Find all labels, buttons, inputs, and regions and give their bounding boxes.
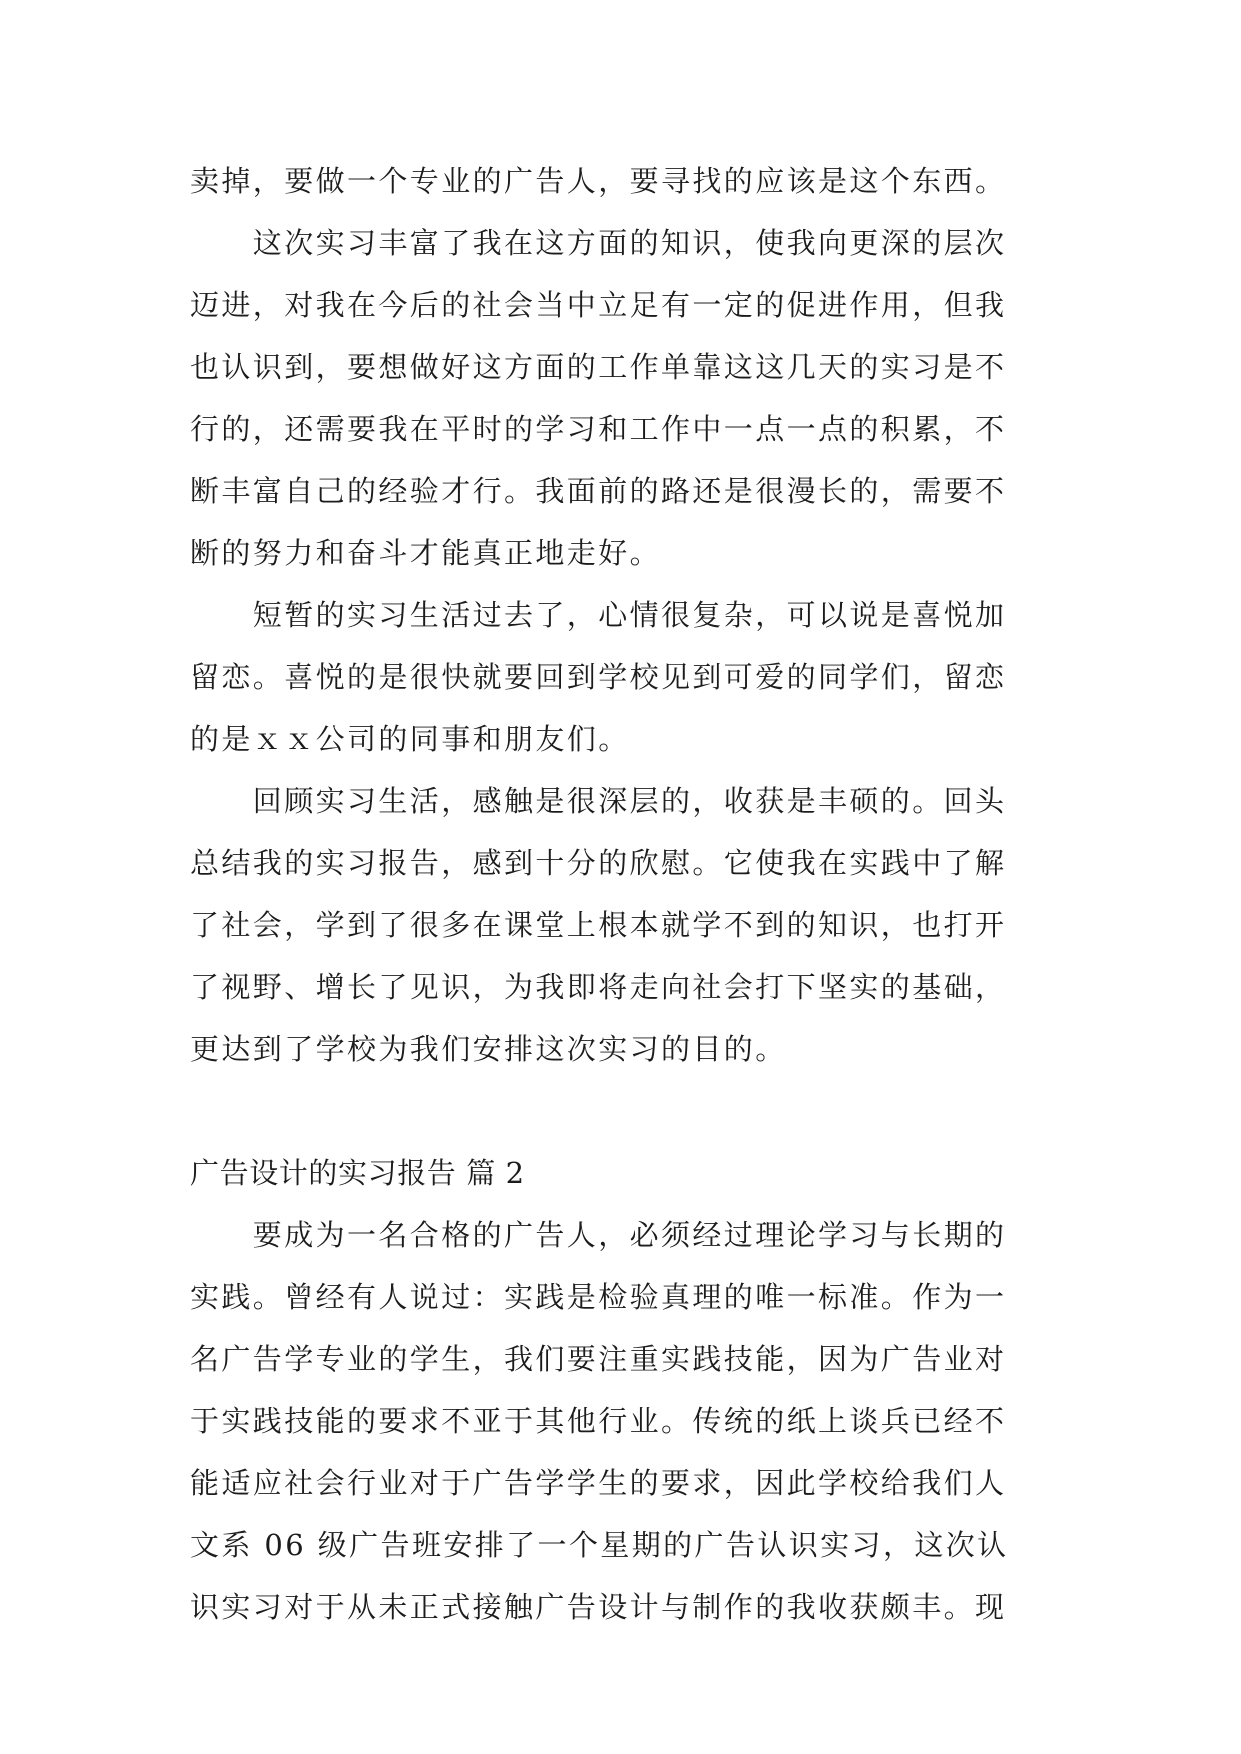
text-line: 名广告学专业的学生，我们要注重实践技能，因为广告业对 bbox=[190, 1342, 1007, 1376]
text-line: 断丰富自己的经验才行。我面前的路还是很漫长的，需要不 bbox=[190, 474, 1007, 508]
text-line: 断的努力和奋斗才能真正地走好。 bbox=[190, 536, 662, 570]
text-line: 识实习对于从未正式接触广告设计与制作的我收获颇丰。现 bbox=[190, 1590, 1007, 1624]
section-spacer bbox=[190, 1080, 1062, 1142]
text-line: 这次实习丰富了我在这方面的知识，使我向更深的层次 bbox=[190, 226, 1007, 260]
text-line: 文系 06 级广告班安排了一个星期的广告认识实习，这次认 bbox=[190, 1528, 1009, 1562]
text-line: 留恋。喜悦的是很快就要回到学校见到可爱的同学们，留恋 bbox=[190, 660, 1007, 694]
text-line: 能适应社会行业对于广告学学生的要求，因此学校给我们人 bbox=[190, 1466, 1007, 1500]
text-line: 于实践技能的要求不亚于其他行业。传统的纸上谈兵已经不 bbox=[190, 1404, 1007, 1438]
text-line: 行的，还需要我在平时的学习和工作中一点一点的积累，不 bbox=[190, 412, 1007, 446]
text-line: 短暂的实习生活过去了，心情很复杂，可以说是喜悦加 bbox=[190, 598, 1007, 632]
text-line: 更达到了学校为我们安排这次实习的目的。 bbox=[190, 1032, 787, 1066]
text-line: 实践。曾经有人说过：实践是检验真理的唯一标准。作为一 bbox=[190, 1280, 1007, 1314]
text-line: 要成为一名合格的广告人，必须经过理论学习与长期的 bbox=[190, 1218, 1007, 1252]
section-heading: 广告设计的实习报告 篇 2 bbox=[190, 1156, 525, 1190]
text-line: 了社会，学到了很多在课堂上根本就学不到的知识，也打开 bbox=[190, 908, 1007, 942]
text-line: 回顾实习生活，感触是很深层的，收获是丰硕的。回头 bbox=[190, 784, 1007, 818]
document-body bbox=[190, 150, 1062, 1638]
text-line: 卖掉，要做一个专业的广告人，要寻找的应该是这个东西。 bbox=[190, 164, 1007, 198]
text-line: 迈进，对我在今后的社会当中立足有一定的促进作用，但我 bbox=[190, 288, 1007, 322]
text-line: 的是ｘｘ公司的同事和朋友们。 bbox=[190, 722, 630, 756]
text-line: 总结我的实习报告，感到十分的欣慰。它使我在实践中了解 bbox=[190, 846, 1007, 880]
text-line: 也认识到，要想做好这方面的工作单靠这这几天的实习是不 bbox=[190, 350, 1007, 384]
text-line: 了视野、增长了见识，为我即将走向社会打下坚实的基础， bbox=[190, 970, 1007, 1004]
